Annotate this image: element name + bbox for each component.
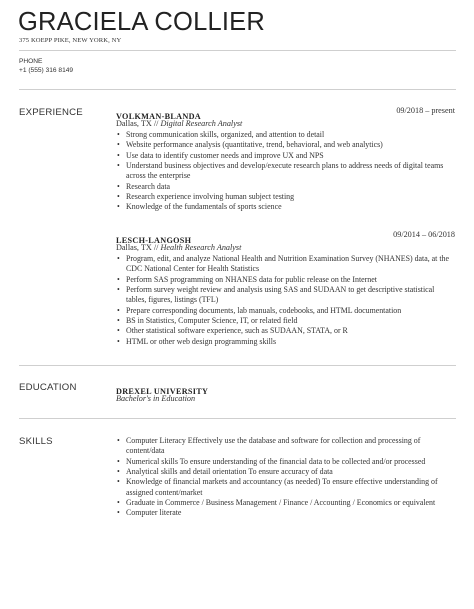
- job-role: Digital Research Analyst: [160, 119, 243, 128]
- list-item: • Prepare corresponding documents, lab manuals, codebooks, and HTML documentation: [116, 306, 455, 316]
- separator: //: [151, 119, 161, 128]
- phone-label: PHONE: [19, 58, 43, 65]
- list-item: • Computer literate: [116, 508, 455, 518]
- list-item: • Analytical skills and detail orientation To ensure accuracy of data: [116, 467, 455, 477]
- job-dates: 09/2014 – 06/2018: [393, 230, 455, 239]
- list-item: • HTML or other web design programming skills: [116, 337, 455, 347]
- address: 375 KOEPP PIKE, NEW YORK, NY: [19, 37, 122, 44]
- list-item: • Research experience involving human subject testing: [116, 192, 455, 202]
- job-location: Dallas, TX: [116, 119, 152, 128]
- education-entry: [116, 381, 455, 404]
- list-item: • Perform SAS programming on NHANES data for public release on the Internet: [116, 275, 455, 285]
- experience-heading: EXPERIENCE: [19, 107, 83, 118]
- list-item: • Research data: [116, 182, 455, 192]
- list-item: • Use data to identify customer needs and improve UX and NPS: [116, 151, 455, 161]
- job-header: [116, 230, 455, 245]
- header-divider: [19, 50, 456, 51]
- list-item: • Graduate in Commerce / Business Management / Finance / Accounting / Economics or equivalent: [116, 498, 455, 508]
- education-heading: EDUCATION: [19, 382, 77, 393]
- section-divider: [19, 89, 456, 90]
- job-bullets: [116, 130, 455, 213]
- job-dates: 09/2018 – present: [396, 106, 455, 115]
- job-location: Dallas, TX: [116, 243, 152, 252]
- education-header: [116, 381, 455, 396]
- job-role: Health Research Analyst: [160, 243, 242, 252]
- list-item: • Knowledge of financial markets and accountancy (as needed) To ensure effective understanding of assigned content/market: [116, 477, 455, 498]
- job-header: [116, 106, 455, 121]
- skills-list: [116, 435, 455, 519]
- candidate-name: GRACIELA COLLIER: [18, 8, 265, 36]
- separator: //: [151, 243, 161, 252]
- degree: Bachelor's in Education: [116, 394, 196, 403]
- job-entry: [116, 106, 455, 213]
- skill-bullets: [116, 436, 455, 519]
- list-item: • Program, edit, and analyze National Health and Nutrition Examination Survey (NHANES) data, at the CDC National Center for Health Statistics: [116, 254, 455, 275]
- list-item: • Website performance analysis (quantitative, trend, behavioral, and web analytics): [116, 140, 455, 150]
- section-divider: [19, 418, 456, 419]
- company-name: LESCH-LANGOSH: [116, 236, 192, 245]
- list-item: • Perform survey weight review and analysis using SAS and SUDAAN to get descriptive statistical tables, figures, listings (TFL): [116, 285, 455, 306]
- list-item: • Knowledge of the fundamentals of sports science: [116, 202, 455, 212]
- phone-number: +1 (555) 316 8149: [19, 67, 74, 74]
- company-name: VOLKMAN-BLANDA: [116, 112, 201, 121]
- list-item: • BS in Statistics, Computer Science, IT, or related field: [116, 316, 455, 326]
- school-name: DREXEL UNIVERSITY: [116, 387, 209, 396]
- list-item: • Other statistical software experience, such as SUDAAN, STATA, or R: [116, 326, 455, 336]
- section-divider: [19, 365, 456, 366]
- list-item: • Numerical skills To ensure understanding of the financial data to be collected and/or processed: [116, 457, 455, 467]
- list-item: • Computer Literacy Effectively use the database and software for collection and processing of content/data: [116, 436, 455, 457]
- list-item: • Understand business objectives and develop/execute research plans to address needs of digital teams across the enterprise: [116, 161, 455, 182]
- skills-heading: SKILLS: [19, 436, 53, 447]
- job-bullets: [116, 254, 455, 347]
- job-entry: [116, 230, 455, 347]
- list-item: • Strong communication skills, organized, and attention to detail: [116, 130, 455, 140]
